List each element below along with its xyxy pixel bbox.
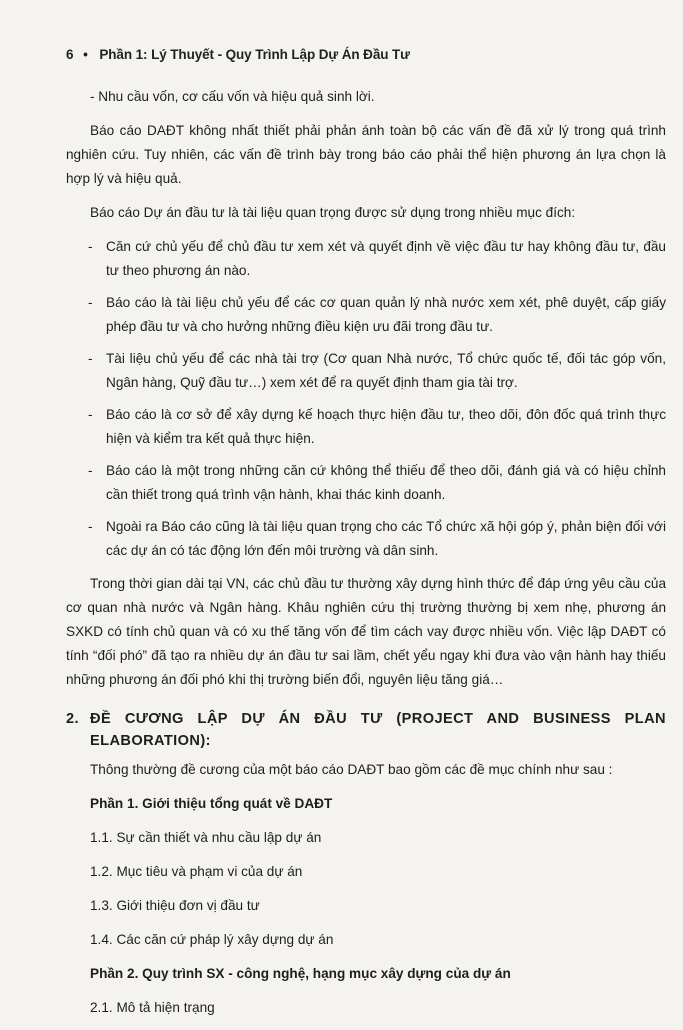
chapter-title: Phần 1: Lý Thuyết - Quy Trình Lập Dự Án Đầu Tư [99, 47, 410, 62]
outline [66, 758, 666, 1020]
page-header [66, 47, 410, 62]
outline-intro: Thông thường đề cương của một báo cáo DAĐT bao gồm các đề mục chính như sau : [90, 762, 613, 777]
paragraph-3: Trong thời gian dài tại VN, các chủ đầu tư thường xây dựng hình thức để đáp ứng yêu cầu của cơ quan nhà nước và Ngân hàng. Khâu nghiên cứu thị trường thường bị xem nhẹ, phương án SXKD có tính chủ quan và có xu thế tăng vốn để tìm cách vay được nhiều vốn. Việc lập DAĐT có tính “đối phó” đã tạo ra nhiều dự án đầu tư sai lầm, chết yểu ngay khi đưa vào vận hành hay thiếu những phương án đối phó khi thị trường biến đổi, nguyên liệu tăng giá… [66, 576, 666, 687]
list-item: - Căn cứ chủ yếu để chủ đầu tư xem xét và quyết định về việc đầu tư hay không đầu tư, đầu tư theo phương án nào. [88, 235, 666, 283]
outline-item: 1.4. Các căn cứ pháp lý xây dựng dự án [90, 932, 334, 947]
outline-item: 1.1. Sự cần thiết và nhu cầu lập dự án [90, 830, 322, 845]
outline-item: 2.1. Mô tả hiện trạng [90, 1000, 215, 1015]
list-item: - Báo cáo là cơ sở để xây dựng kế hoạch thực hiện đầu tư, theo dõi, đôn đốc quá trình thực hiện và kiểm tra kết quả thực hiện. [88, 403, 666, 451]
paragraph-1: Báo cáo DAĐT không nhất thiết phải phản ánh toàn bộ các vấn đề đã xử lý trong quá trình nghiên cứu. Tuy nhiên, các vấn đề trình bày trong báo cáo phải thể hiện phương án lựa chọn là hợp lý và hiệu quả. [66, 123, 666, 186]
section-heading [66, 708, 666, 752]
list-item: - Báo cáo là tài liệu chủ yếu để các cơ quan quản lý nhà nước xem xét, phê duyệt, cấp giấy phép đầu tư và cho hưởng những điều kiện ưu đãi trong đầu tư. [88, 291, 666, 339]
header-separator: • [83, 47, 88, 62]
section-title: ĐỀ CƯƠNG LẬP DỰ ÁN ĐẦU TƯ (PROJECT AND BUSINESS PLAN ELABORATION): [90, 711, 666, 749]
part-2-title: Phần 2. Quy trình SX - công nghệ, hạng mục xây dựng của dự án [90, 966, 511, 981]
outline-item: 1.3. Giới thiệu đơn vị đầu tư [90, 898, 260, 913]
purpose-list [66, 235, 666, 563]
part-1-title: Phần 1. Giới thiệu tổng quát về DAĐT [90, 796, 333, 811]
list-item: - Tài liệu chủ yếu để các nhà tài trợ (Cơ quan Nhà nước, Tổ chức quốc tế, đối tác góp vốn, Ngân hàng, Quỹ đầu tư…) xem xét để ra quyết định tham gia tài trợ. [88, 347, 666, 395]
list-item: - Ngoài ra Báo cáo cũng là tài liệu quan trọng cho các Tổ chức xã hội góp ý, phản biện đối với các dự án có tác động lớn đến môi trường và dân sinh. [88, 515, 666, 563]
section-number: 2. [66, 711, 79, 727]
page-content [66, 85, 666, 1030]
paragraph-2: Báo cáo Dự án đầu tư là tài liệu quan trọng được sử dụng trong nhiều mục đích: [90, 205, 576, 220]
outline-item: 1.2. Mục tiêu và phạm vi của dự án [90, 864, 303, 879]
intro-line: - Nhu cầu vốn, cơ cấu vốn và hiệu quả sinh lời. [90, 89, 375, 104]
list-item: - Báo cáo là một trong những căn cứ không thể thiếu để theo dõi, đánh giá và có hiệu chỉnh cần thiết trong quá trình vận hành, khai thác kinh doanh. [88, 459, 666, 507]
page-number: 6 [66, 47, 74, 62]
